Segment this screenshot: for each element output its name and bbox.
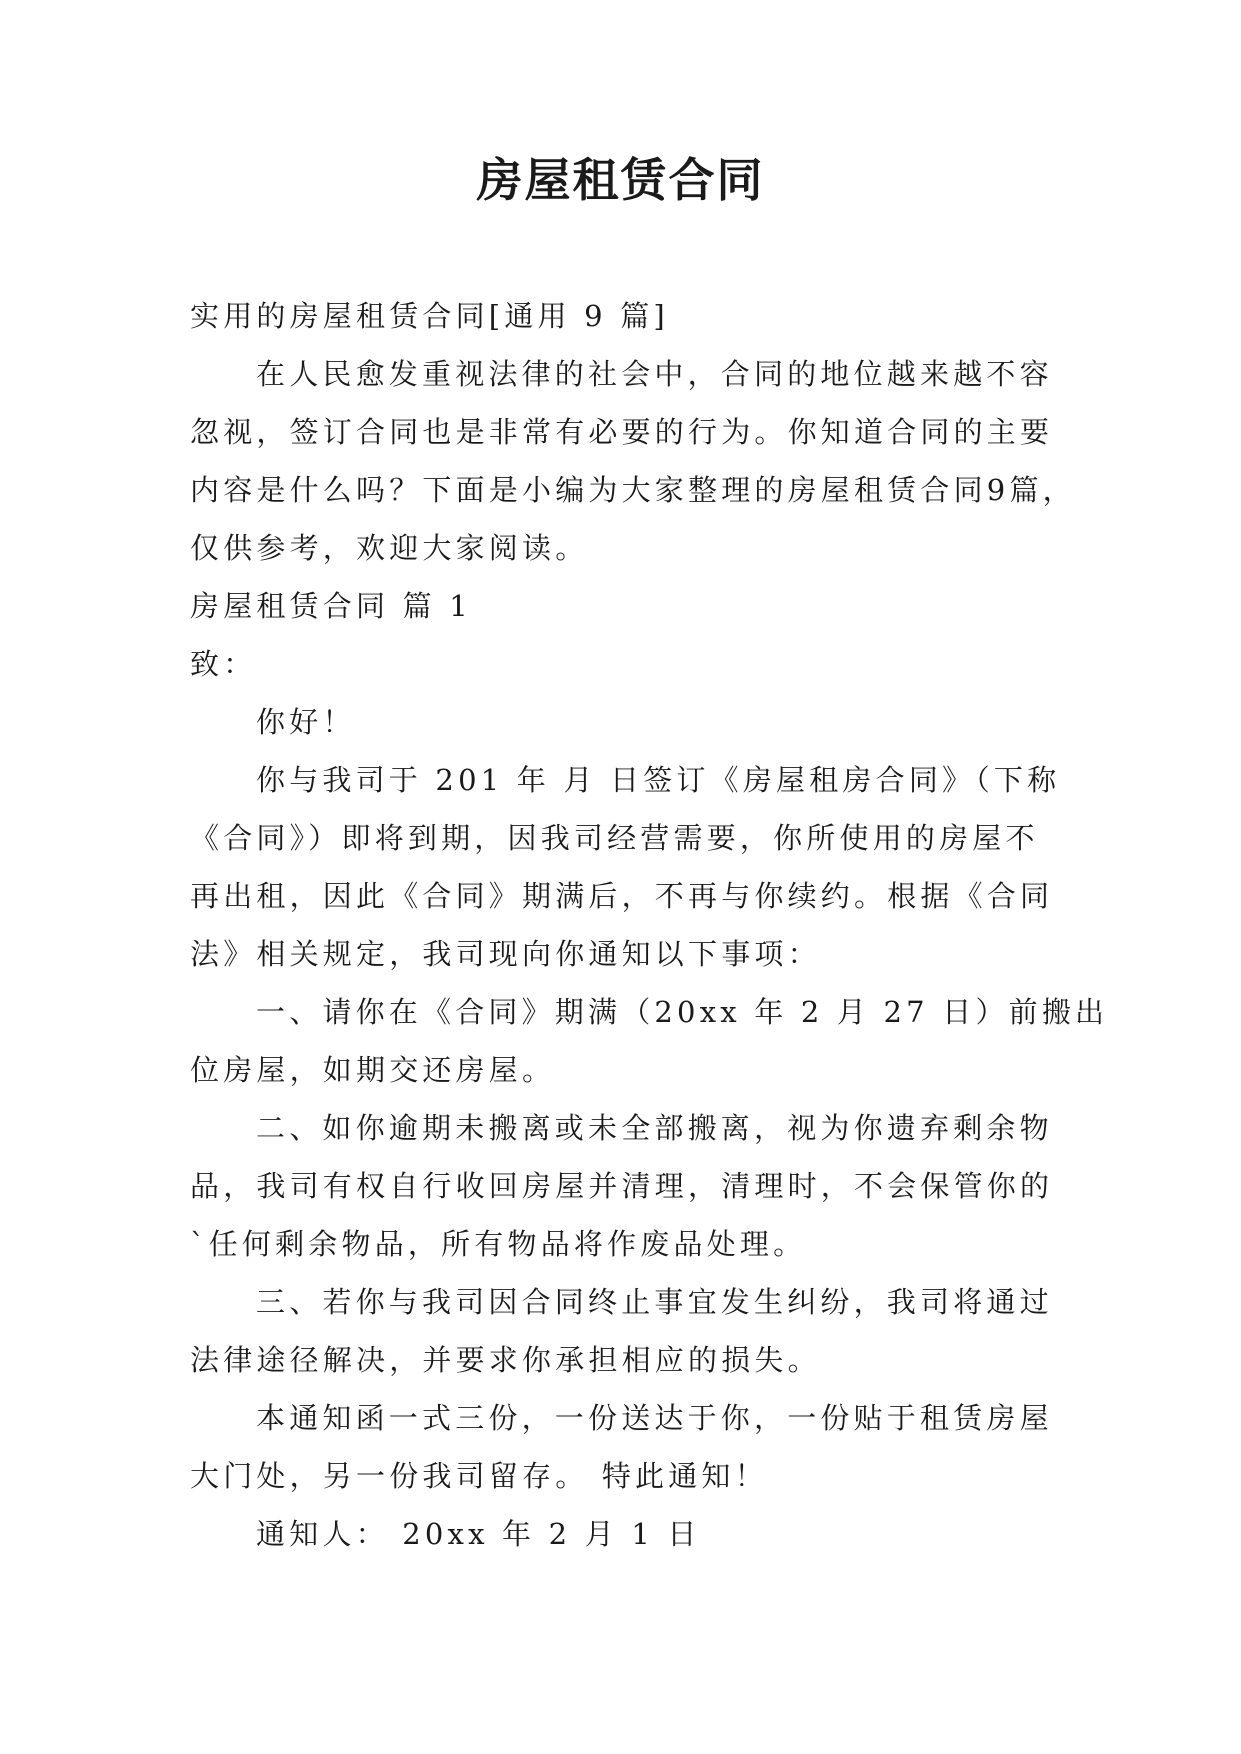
intro-paragraph-line: 内容是什么吗？下面是小编为大家整理的房屋租赁合同9篇， xyxy=(190,473,1076,507)
clause-one-line: 位房屋，如期交还房屋。 xyxy=(190,1053,556,1087)
document-title: 房屋租赁合同 xyxy=(476,153,765,207)
clause-two-line: 二、如你逾期未搬离或未全部搬离，视为你遗弃剩余物 xyxy=(256,1111,1053,1145)
clause-two-line: `任何剩余物品，所有物品将作废品处理。 xyxy=(190,1227,807,1261)
greeting-line: 你好！ xyxy=(256,705,356,739)
body-paragraph-line: 再出租，因此《合同》期满后，不再与你续约。根据《合同 xyxy=(190,879,1054,913)
signature-date-line: 通知人： 20xx 年 2 月 1 日 xyxy=(256,1517,701,1551)
subtitle-line: 实用的房屋租赁合同[通用 9 篇] xyxy=(190,299,669,333)
clause-three-line: 三、若你与我司因合同终止事宜发生纠纷，我司将通过 xyxy=(256,1285,1053,1319)
closing-paragraph-line: 大门处，另一份我司留存。 特此通知！ xyxy=(190,1459,768,1493)
body-paragraph-line: 法》相关规定，我司现向你通知以下事项： xyxy=(190,937,821,971)
salutation-line: 致： xyxy=(190,647,257,681)
body-paragraph-line: 你与我司于 201 年 月 日签订《房屋租房合同》（下称 xyxy=(256,763,1061,797)
intro-paragraph-line: 忽视，签订合同也是非常有必要的行为。你知道合同的主要 xyxy=(190,415,1054,449)
clause-one-line: 一、请你在《合同》期满（20xx 年 2 月 27 日）前搬出 xyxy=(256,995,1109,1029)
intro-paragraph-line: 在人民愈发重视法律的社会中，合同的地位越来越不容 xyxy=(256,357,1053,391)
section-heading: 房屋租赁合同 篇 1 xyxy=(190,589,472,623)
clause-three-line: 法律途径解决，并要求你承担相应的损失。 xyxy=(190,1343,821,1377)
document-body xyxy=(190,287,1109,1563)
body-paragraph-line: 《合同》）即将到期，因我司经营需要，你所使用的房屋不 xyxy=(190,821,1039,855)
intro-paragraph-line: 仅供参考，欢迎大家阅读。 xyxy=(190,531,589,565)
clause-two-line: 品，我司有权自行收回房屋并清理，清理时，不会保管你的 xyxy=(190,1169,1054,1203)
closing-paragraph-line: 本通知函一式三份，一份送达于你，一份贴于租赁房屋 xyxy=(256,1401,1053,1435)
